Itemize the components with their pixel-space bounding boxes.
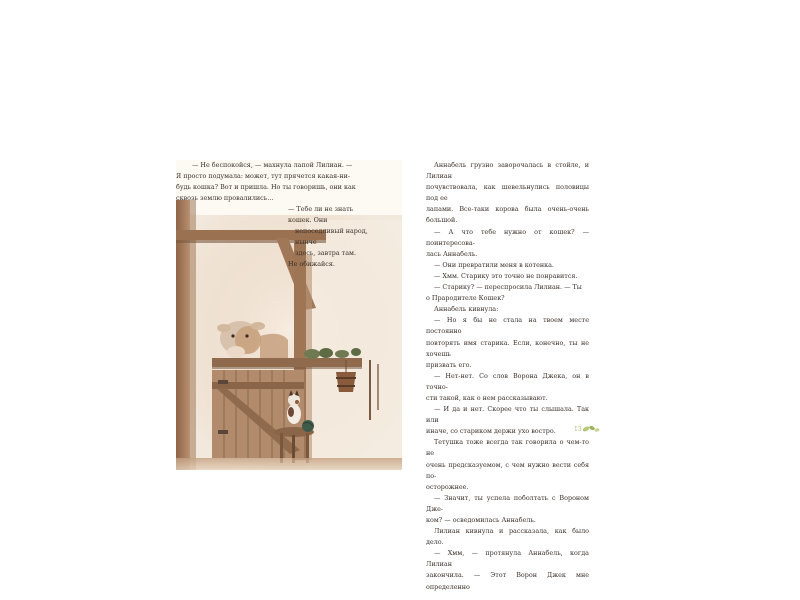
text-line: призвать его. <box>426 360 472 369</box>
text-line: Тетушка тоже всегда так говорила о чем-то не <box>426 438 589 458</box>
text-line: — Не беспокойся, — махнула лапой Лилиан. — <box>192 161 353 169</box>
text-line: — Они превратили меня в котенка. <box>434 260 554 269</box>
text-line: Аннабель грузно заворочалась в стойле, и Лилиан <box>426 161 589 181</box>
text-line: здесь, завтра там. <box>295 249 357 257</box>
text-line: — Тебе ли не знать кошек. Они <box>288 205 354 224</box>
text-line: — Старику? — переспросила Лилиан. — Ты <box>434 283 582 292</box>
text-line: Аннабель кивнула: <box>434 305 499 314</box>
leaf-ornament-icon <box>581 424 601 434</box>
text-line: Не обижайся. <box>288 260 335 268</box>
text-line: — И да и нет. Скорее что ты слышала. Так или <box>426 405 589 425</box>
text-line: — Хмм, — протянула Аннабель, когда Лилиан <box>426 549 589 569</box>
text-line: — Но я бы не стала на твоем месте постоянно <box>426 316 589 336</box>
text-line: сквозь землю провалились… <box>176 194 274 202</box>
text-line: — Значит, ты успела поболтать с Вороном Дже- <box>426 493 589 513</box>
text-line: сти такой, как о нем рассказывают. <box>426 393 548 402</box>
text-line: — Нет-нет. Со слов Ворона Джека, он в точно- <box>426 371 589 391</box>
text-line: закончила. — Этот Ворон Джек мне определенно <box>426 571 589 591</box>
text-line: ком? — осведомилась Аннабель. <box>426 516 536 524</box>
text-line: — Хмм. Старику это точно не понравится. <box>434 271 578 280</box>
text-line: Я просто подумала: может, тут прячется какая-ни- <box>176 172 351 180</box>
right-page-text <box>426 160 589 593</box>
page-number: 13 <box>574 426 582 433</box>
text-line: лапами. Все-таки корова была очень-очень большой. <box>426 205 589 225</box>
left-page-text <box>176 160 376 270</box>
text-line: почувствовала, как шевельнулись половицы под ее <box>426 183 589 203</box>
text-line: Лилиан кивнула и рассказала, как было дело. <box>426 527 589 547</box>
text-line: о Прародителе Кошек? <box>426 294 505 303</box>
text-line: будь кошка? Вот и пришла. Но ты говоришь, они как <box>176 183 356 191</box>
text-line: — А что тебе нужно от кошек? — поинтересова- <box>426 227 589 247</box>
text-line: очень предсказуемом, с чем нужно вести себя по- <box>426 460 589 480</box>
text-line: осторожнее. <box>426 482 469 491</box>
text-line: непоседливый народ, нынче <box>295 227 368 246</box>
text-line: повторять имя старика. Если, конечно, ты не хочешь <box>426 338 589 358</box>
text-line: лась Аннабель. <box>426 249 478 258</box>
text-line: иначе, со стариком держи ухо востро. <box>426 427 556 436</box>
